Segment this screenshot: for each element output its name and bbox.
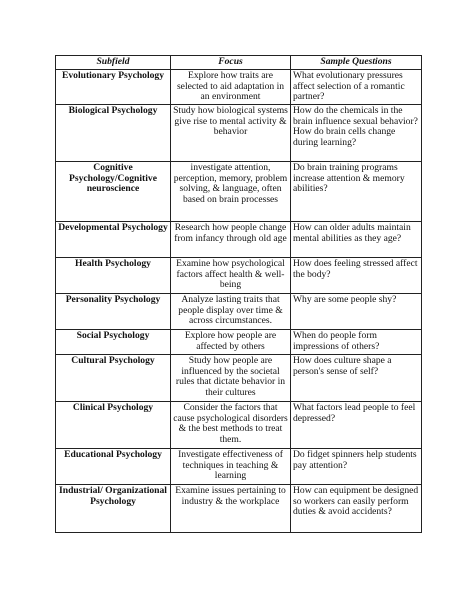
subfield-cell: Biological Psychology (56, 105, 171, 162)
header-subfield: Subfield (56, 56, 171, 70)
header-focus: Focus (171, 56, 291, 70)
table-row (56, 258, 422, 294)
question-cell: Do fidget spinners help students pay attention? (291, 449, 422, 485)
focus-cell: Study how biological systems give rise to mental activity & behavior (171, 105, 291, 162)
table-header-row (56, 56, 422, 70)
subfield-cell: Cultural Psychology (56, 355, 171, 402)
subfield-cell: Cognitive Psychology/Cognitive neuroscience (56, 162, 171, 222)
question-cell: How can equipment be designed so workers can easily perform duties & avoid accidents? (291, 485, 422, 533)
focus-cell: Examine how psychological factors affect health & well-being (171, 258, 291, 294)
question-cell: Do brain training programs increase attention & memory abilities? (291, 162, 422, 222)
subfield-cell: Evolutionary Psychology (56, 70, 171, 105)
header-sample-questions: Sample Questions (291, 56, 422, 70)
subfield-cell: Developmental Psychology (56, 222, 171, 258)
table-row (56, 294, 422, 330)
question-cell: What factors lead people to feel depressed? (291, 402, 422, 449)
focus-cell: Examine issues pertaining to industry & the workplace (171, 485, 291, 533)
focus-cell: Explore how people are affected by others (171, 330, 291, 355)
table-row (56, 70, 422, 105)
table-row (56, 222, 422, 258)
table-row (56, 449, 422, 485)
subfield-cell: Educational Psychology (56, 449, 171, 485)
question-cell: How do the chemicals in the brain influence sexual behavior? How do brain cells change during learning? (291, 105, 422, 162)
focus-cell: Explore how traits are selected to aid adaptation in an environment (171, 70, 291, 105)
focus-cell: Investigate effectiveness of techniques in teaching & learning (171, 449, 291, 485)
focus-cell: Study how people are influenced by the societal rules that dictate behavior in their cultures (171, 355, 291, 402)
focus-cell: Analyze lasting traits that people display over time & across circumstances. (171, 294, 291, 330)
subfield-cell: Personality Psychology (56, 294, 171, 330)
subfield-cell: Social Psychology (56, 330, 171, 355)
question-cell: How can older adults maintain mental abilities as they age? (291, 222, 422, 258)
question-cell: How does culture shape a person's sense of self? (291, 355, 422, 402)
question-cell: When do people form impressions of others? (291, 330, 422, 355)
table-row (56, 355, 422, 402)
table-row (56, 485, 422, 533)
question-cell: How does feeling stressed affect the body? (291, 258, 422, 294)
subfield-cell: Clinical Psychology (56, 402, 171, 449)
table-row (56, 162, 422, 222)
table-row (56, 402, 422, 449)
subfield-cell: Industrial/ Organizational Psychology (56, 485, 171, 533)
question-cell: What evolutionary pressures affect selection of a romantic partner? (291, 70, 422, 105)
focus-cell: investigate attention, perception, memory, problem solving, & language, often based on brain processes (171, 162, 291, 222)
subfield-cell: Health Psychology (56, 258, 171, 294)
question-cell: Why are some people shy? (291, 294, 422, 330)
focus-cell: Research how people change from infancy through old age (171, 222, 291, 258)
table-row (56, 330, 422, 355)
psychology-subfields-table (55, 55, 422, 533)
focus-cell: Consider the factors that cause psychological disorders & the best methods to treat them. (171, 402, 291, 449)
table-row (56, 105, 422, 162)
